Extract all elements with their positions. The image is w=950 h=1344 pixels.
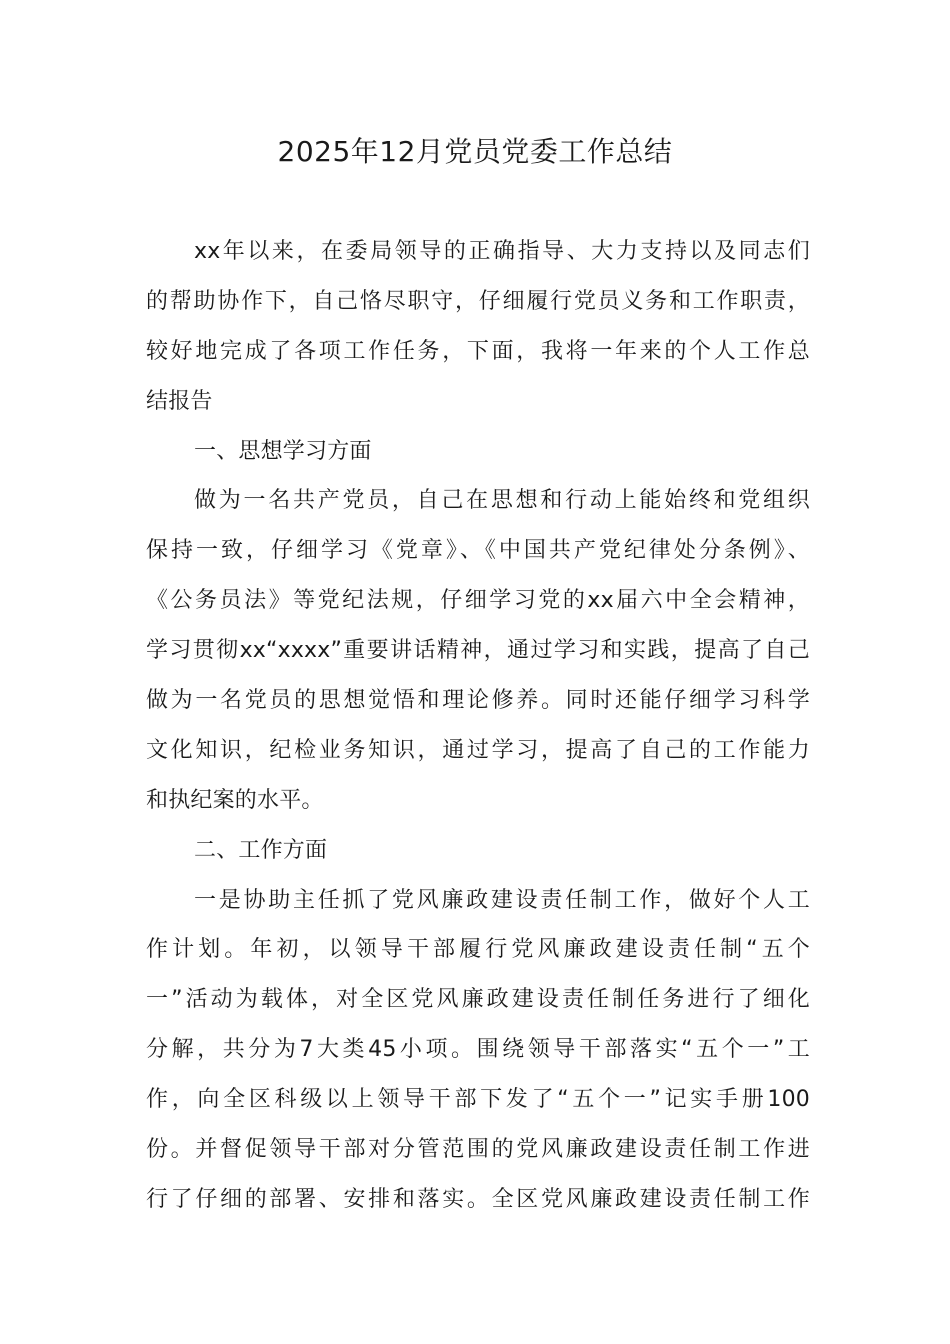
body-line: 做为一名党员的思想觉悟和理论修养。同时还能仔细学习科学 xyxy=(146,688,810,714)
body-line: 做为一名共产党员，自己在思想和行动上能始终和党组织 xyxy=(194,488,810,514)
body-line: 作，向全区科级以上领导干部下发了“五个一”记实手册100 xyxy=(146,1087,810,1113)
section-heading: 二、工作方面 xyxy=(194,837,328,863)
body-line: 《公务员法》等党纪法规，仔细学习党的xx届六中全会精神， xyxy=(146,588,810,614)
section-heading: 一、思想学习方面 xyxy=(194,438,372,464)
body-line: 结报告 xyxy=(146,388,213,414)
body-line: 文化知识，纪检业务知识，通过学习，提高了自己的工作能力 xyxy=(146,737,810,763)
body-line: 学习贯彻xx“xxxx”重要讲话精神，通过学习和实践，提高了自己 xyxy=(146,638,810,664)
body-line: 一”活动为载体，对全区党风廉政建设责任制任务进行了细化 xyxy=(146,987,810,1013)
body-line: 和执纪案的水平。 xyxy=(146,787,324,813)
body-line: 行了仔细的部署、安排和落实。全区党风廉政建设责任制工作 xyxy=(146,1186,810,1212)
body-line: 保持一致，仔细学习《党章》、《中国共产党纪律处分条例》、 xyxy=(146,538,810,564)
body-line: 的帮助协作下，自己恪尽职守，仔细履行党员义务和工作职责， xyxy=(146,288,810,314)
document-body xyxy=(146,227,810,1225)
body-line: 较好地完成了各项工作任务，下面，我将一年来的个人工作总 xyxy=(146,338,810,364)
document-title: 2025年12月党员党委工作总结 xyxy=(277,135,673,168)
body-line: 分解，共分为7大类45小项。围绕领导干部落实“五个一”工 xyxy=(146,1037,810,1063)
body-line: 作计划。年初，以领导干部履行党风廉政建设责任制“五个 xyxy=(146,937,810,963)
body-line: 份。并督促领导干部对分管范围的党风廉政建设责任制工作进 xyxy=(146,1137,810,1163)
body-line: xx年以来，在委局领导的正确指导、大力支持以及同志们 xyxy=(194,239,810,264)
body-line: 一是协助主任抓了党风廉政建设责任制工作，做好个人工 xyxy=(194,887,810,913)
